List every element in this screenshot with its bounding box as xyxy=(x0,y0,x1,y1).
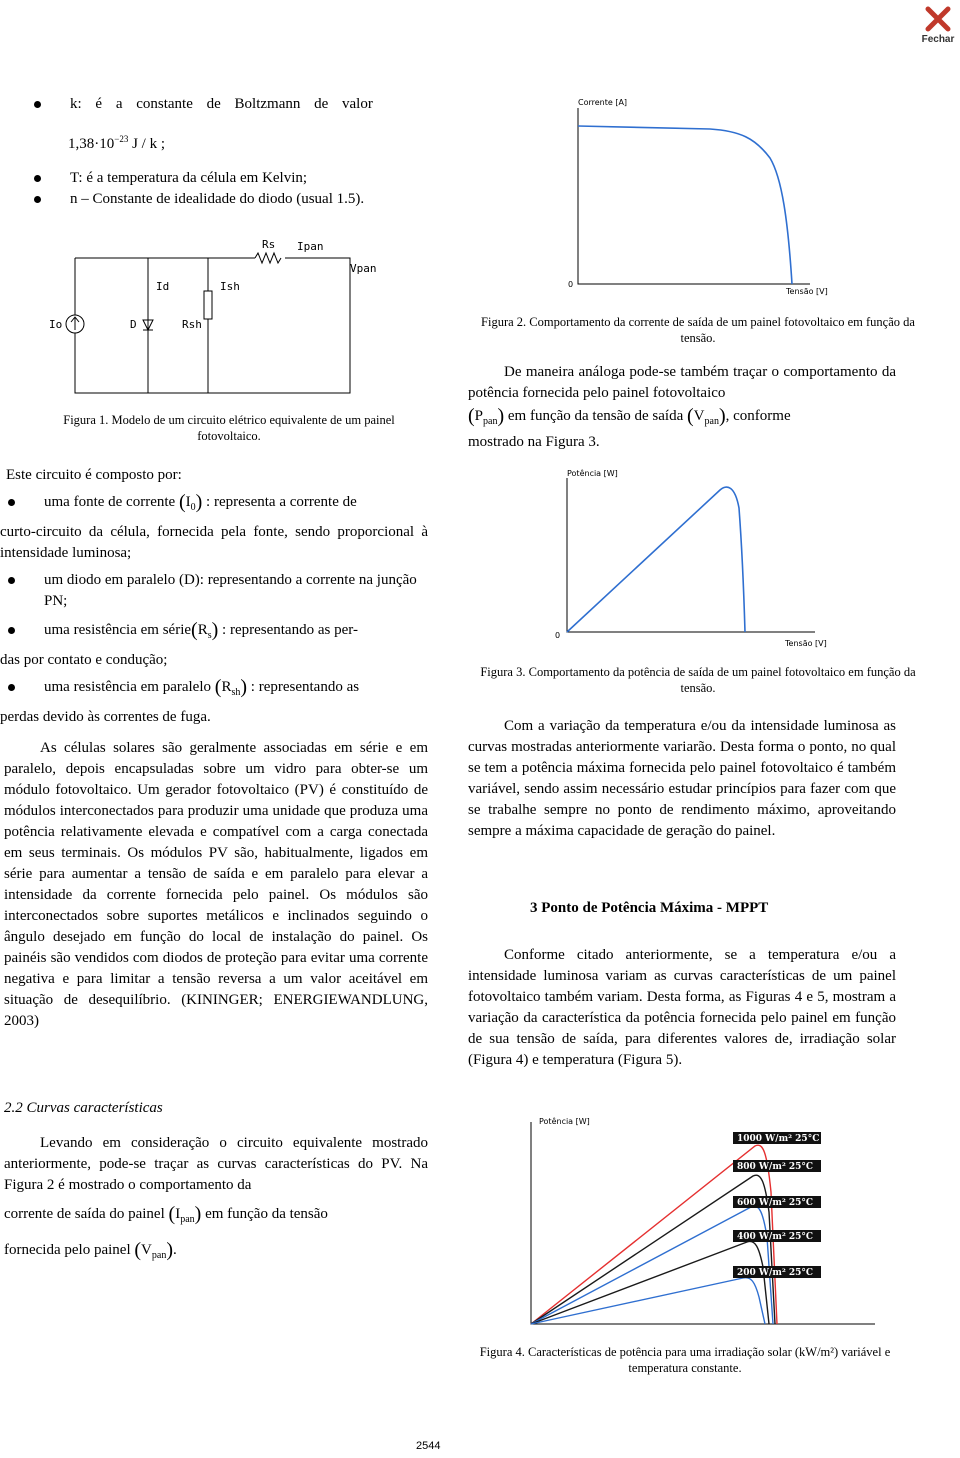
paragraph-power: De maneira análoga pode-se também traçar o comportamento da potência fornecida pelo painel fotovoltaico $(P_{pan})$ em função da tensão de saída $(V_{pan})$, conforme mostrado na Figura 3. xyxy=(468,364,896,450)
circuit-intro: Este circuito é composto por: xyxy=(6,467,182,483)
svg-text:400 W/m² 25°C: 400 W/m² 25°C xyxy=(737,1232,814,1242)
curve-600 xyxy=(531,1206,773,1324)
figure-3-caption: Figura 3. Comportamento da potência de saída de um painel fotovoltaico em função da tensão. xyxy=(480,665,916,695)
figure-4-caption: Figura 4. Características de potência para uma irradiação solar (kW/m²) variável e temperatura constante. xyxy=(479,1345,891,1375)
bullet-temperature: T: é a temperatura da célula em Kelvin; xyxy=(30,168,430,189)
current-curve xyxy=(578,126,792,284)
svg-text:600 W/m² 25°C: 600 W/m² 25°C xyxy=(737,1198,814,1208)
fig2-xlabel: Tensão [V] xyxy=(786,287,828,296)
svg-text:200 W/m² 25°C: 200 W/m² 25°C xyxy=(737,1268,814,1278)
left-column xyxy=(30,94,430,210)
label-io: Io xyxy=(49,318,63,331)
figure-1-caption: Figura 1. Modelo de um circuito elétrico equivalente de um painel fotovoltaico. xyxy=(63,413,395,443)
label-ish: Ish xyxy=(220,280,240,293)
fig4-ylabel: Potência [W] xyxy=(539,1117,590,1126)
page-number: 2544 xyxy=(416,1440,441,1452)
close-button[interactable] xyxy=(918,4,958,52)
fig4-label-400 xyxy=(733,1230,821,1242)
circuit-diagram xyxy=(40,236,420,396)
paragraph-curves: Levando em consideração o circuito equivalente mostrado anteriormente, pode-se traçar as curvas características do PV. Na Figura 2 é mostrado o comportamento da corrente de saída do painel $(I_{pan})$ em função da tensão fornecida pelo painel $(V_{pan})$. xyxy=(4,1135,428,1261)
svg-text:800 W/m² 25°C: 800 W/m² 25°C xyxy=(737,1162,814,1172)
figure-2-caption: Figura 2. Comportamento da corrente de saída de um painel fotovoltaico em função da tensão. xyxy=(481,315,915,345)
fig4-label-800 xyxy=(733,1160,821,1172)
paragraph-variation: Com a variação da temperatura e/ou da intensidade luminosa as curvas mostradas anteriormente variarão. Desta forma o ponto, no qual se tem a potência máxima fornecida pelo painel fotovoltaico é também variável, sendo assim necessário estudar princípios para fazer com que se trabalhe sempre no ponto de rendimento máximo, aproveitando sempre a máxima capacidade de geração do painel. xyxy=(468,718,896,839)
label-rs: Rs xyxy=(262,238,276,251)
fig3-ylabel: Potência [W] xyxy=(567,469,618,478)
section-3-title: 3 Ponto de Potência Máxima - MPPT xyxy=(530,900,769,916)
paragraph-modules: As células solares são geralmente associadas em série e em paralelo, depois encapsuladas sobre um vidro para obter-se um módulo fotovoltaico. Um gerador fotovoltaico (PV) é constituído de módulos interconectados para produzir uma unidade que produza uma potência relativamente elevada e compatível com a carga conectada em seus terminais. Os módulos PV são, habitualmente, ligados em série para aumentar a tensão de saída e em paralelo para elevar a intensidade da corrente fornecida pelo painel. Os módulos são interconectados sobre suportes metálicos e inclinados seguindo o ângulo desejado em função do local de instalação do painel. Os painéis são vendidos com diodos de proteção para evitar uma corrente negativa e para limitar a tensão reversa a um valor aceitável em situação de desequilíbrio. (KININGER; ENERGIEWANDLUNG, 2003) xyxy=(4,740,428,1029)
section-2-2-title: 2.2 Curvas características xyxy=(4,1100,163,1116)
close-icon xyxy=(923,4,953,34)
curve-400 xyxy=(531,1241,769,1324)
component-series-resistance: uma resistência em $série(R_s)$ : representando as per- xyxy=(4,620,428,646)
label-ipan: Ipan xyxy=(297,240,324,253)
fig2-ylabel: Corrente [A] xyxy=(578,98,628,107)
label-id: Id xyxy=(156,280,170,293)
label-rsh: Rsh xyxy=(182,318,202,331)
bullet-ideality: n – Constante de idealidade do diodo (usual 1.5). xyxy=(30,189,430,210)
fig3-xlabel: Tensão [V] xyxy=(785,639,827,648)
fig4-label-1000 xyxy=(733,1132,821,1144)
figure-3-chart xyxy=(545,468,835,653)
component-diode: um diodo em paralelo (D): representando a corrente na junção PN; xyxy=(4,570,428,612)
power-curve xyxy=(567,487,745,632)
label-vpan: Vpan xyxy=(350,262,377,275)
paragraph-mppt: Conforme citado anteriormente, se a temperatura e/ou a intensidade luminosa variam as curvas características de um painel fotovoltaico também variam. Desta forma, as Figuras 4 e 5, mostram a variação da característica da potência fornecida pelo painel em função de sua tensão de saída, para diferentes valores de, irradiação solar (Figura 4) e temperatura (Figura 5). xyxy=(468,947,896,1068)
bullet-boltzmann: k: é a constante de Boltzmann de valor xyxy=(30,94,430,115)
component-current-source: uma fonte de corrente $(I_0)$ : representa a corrente de xyxy=(4,492,428,518)
component-list: uma fonte de corrente $(I_0)$ : representa a corrente de curto-circuito da célula, fornecida pela fonte, sendo proporcional à intensidade luminosa; um diodo em paralelo (D): representando a corrente na junção PN; uma resistência em $série(R_s)$ : representando as per- das por contato e condução; uma resistência em paralelo $(R_{sh})$ : representando as perdas devido às correntes de fuga. xyxy=(0,491,428,725)
close-label: Fechar xyxy=(921,34,955,45)
fig4-label-600 xyxy=(733,1196,821,1208)
component-parallel-resistance: uma resistência em paralelo $(R_{sh})$ : representando as xyxy=(4,677,428,703)
svg-text:1000 W/m² 25°C: 1000 W/m² 25°C xyxy=(737,1134,820,1144)
boltzmann-value: $1,38\cdot 10^{-23}$ J / k ; xyxy=(68,134,166,152)
fig2-origin: 0 xyxy=(568,280,574,289)
fig4-label-200 xyxy=(733,1266,821,1278)
figure-4-chart xyxy=(505,1112,885,1332)
fig3-origin: 0 xyxy=(555,631,561,640)
figure-2-chart xyxy=(560,96,830,296)
label-d: D xyxy=(130,318,137,331)
